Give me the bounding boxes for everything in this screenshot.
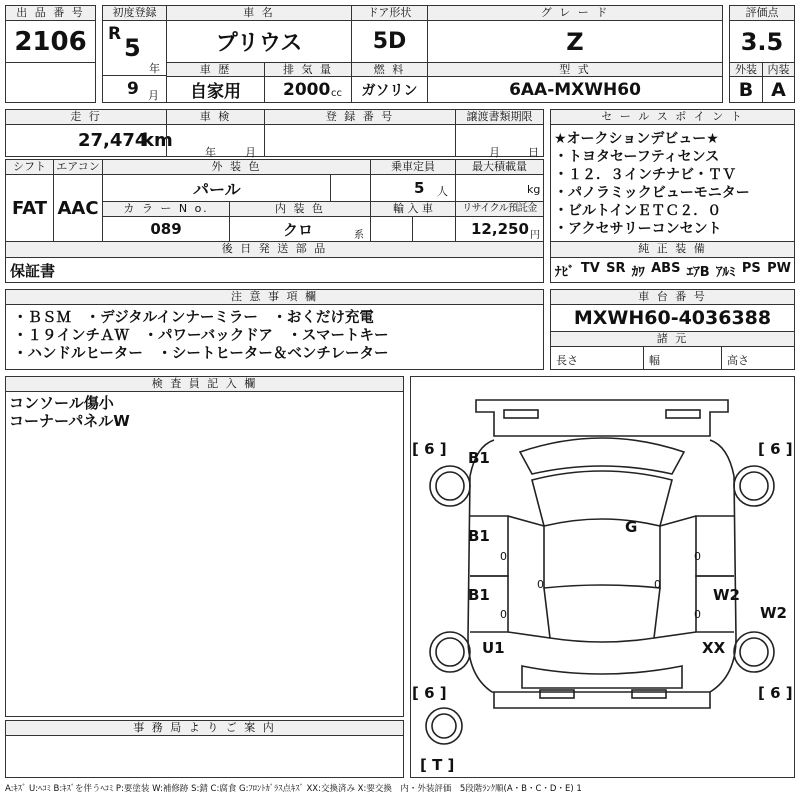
equipment-item: PS — [741, 261, 761, 276]
equipment-item: ABS — [651, 261, 681, 276]
spare-tire-label: [ T ] — [420, 756, 455, 774]
fuel-value: ガソリン — [351, 76, 428, 103]
transfer-header: 譲渡書類期限 — [455, 109, 544, 125]
int-color-unit: 系 — [354, 230, 364, 241]
model-value: 6AA-MXWH60 — [427, 76, 723, 103]
width-label: 幅 — [649, 354, 660, 367]
damage-mark: G — [625, 518, 638, 536]
equipment-item: TV — [580, 261, 600, 276]
later-parts-header: 後 日 発 送 部 品 — [5, 241, 544, 258]
aircon-value: AAC — [53, 174, 103, 242]
left-rear-door — [470, 576, 508, 632]
mileage-header: 走 行 — [5, 109, 167, 125]
trunk — [522, 666, 682, 688]
rear-window — [544, 588, 660, 642]
year-unit: 年 — [149, 62, 160, 75]
shift-header: シフト — [5, 159, 54, 175]
reg-no-header: 登 録 番 号 — [264, 109, 456, 125]
equipment-header: 純 正 装 備 — [550, 241, 795, 258]
capacity-header: 乗車定員 — [370, 159, 456, 175]
panel-zero: 0 — [500, 550, 507, 563]
ext-color-value: パール — [193, 180, 241, 199]
transfer-month: 月 — [489, 146, 500, 159]
shift-value: FAT — [5, 174, 54, 242]
displacement-header: 排 気 量 — [264, 62, 352, 77]
chassis-value: MXWH60-4036388 — [550, 304, 795, 332]
panel-zero: 0 — [537, 578, 544, 591]
panel-zero: 0 — [694, 608, 701, 621]
displacement-unit: cc — [331, 88, 342, 99]
inspector-panel — [5, 391, 404, 717]
panel-zero: 0 — [694, 550, 701, 563]
recycle-unit: 円 — [530, 230, 540, 241]
model-header: 型 式 — [427, 62, 723, 77]
left-front-door — [470, 516, 508, 576]
tire-rear-left-label: [ 6 ] — [412, 684, 447, 702]
mileage-value: 27,474 — [78, 130, 148, 151]
front-lamp-left — [504, 410, 538, 418]
chassis-header: 車 台 番 号 — [550, 289, 795, 305]
mileage-unit: km — [142, 130, 173, 151]
equipment-item: ｴｱB — [686, 265, 710, 280]
sales-point: ・トヨタセーフティセンス — [554, 149, 720, 165]
aircon-header: エアコン — [53, 159, 103, 175]
equipment-item: ｶﾜ — [631, 265, 645, 280]
lot-no-header: 出 品 番 号 — [5, 5, 96, 21]
color-no-header: カ ラ ー N o. — [102, 201, 230, 217]
damage-mark: W2 — [760, 604, 787, 622]
import-cell-b — [412, 216, 456, 242]
color-no-value: 089 — [102, 216, 230, 242]
score-value: 3.5 — [729, 20, 795, 63]
import-cell-a — [370, 216, 413, 242]
damage-mark: B1 — [468, 449, 490, 467]
inspector-line: コンソール傷小 — [9, 394, 114, 412]
int-color-value: クロ — [283, 221, 314, 239]
year-value: 5 — [124, 34, 141, 62]
exterior-header: 外装 — [729, 62, 763, 77]
roof — [544, 526, 660, 588]
import-header: 輸 入 車 — [370, 201, 456, 217]
sales-points-header: セ ー ル ス ポ イ ン ト — [550, 109, 795, 125]
capacity-value: 5 — [414, 179, 425, 197]
history-header: 車 歴 — [166, 62, 265, 77]
interior-value: A — [762, 76, 795, 103]
right-rear-door — [696, 576, 734, 632]
door-header: ドア形状 — [351, 5, 428, 21]
month-value: 9 — [127, 79, 139, 99]
sales-point: ・ビルトインＥＴＣ２．０ — [554, 203, 722, 219]
sales-point: ・１２．３インチナビ・ＴＶ — [554, 167, 736, 183]
month-unit: 月 — [148, 89, 159, 102]
panel-zero: 0 — [500, 608, 507, 621]
windshield — [532, 471, 672, 526]
right-front-door — [696, 516, 734, 576]
inspector-list — [9, 394, 130, 430]
front-lamp-right — [666, 410, 700, 418]
inspection-header: 車 検 — [166, 109, 265, 125]
int-color-header: 内 装 色 — [229, 201, 371, 217]
era-value: R — [108, 24, 122, 44]
damage-mark: B1 — [468, 527, 490, 545]
reg-no-cell — [264, 124, 456, 157]
note-line: ・ＢＳＭ ・デジタルインナーミラー ・おくだけ充電 — [13, 310, 374, 326]
equipment-item: SR — [606, 261, 626, 276]
dims-header: 諸 元 — [550, 331, 795, 347]
office-header: 事 務 局 よ り ご 案 内 — [5, 720, 404, 736]
score-header: 評価点 — [729, 5, 795, 21]
note-line: ・１９インチＡＷ ・パワーバックドア ・スマートキー — [13, 328, 389, 344]
grade-header: グ レ ー ド — [427, 5, 723, 21]
lot-no-blank — [5, 62, 96, 103]
sales-point: ★オークションデビュー★ — [554, 131, 719, 147]
inspection-year: 年 — [205, 146, 216, 159]
equipment-list — [555, 261, 791, 280]
ext-color-header: 外 装 色 — [102, 159, 371, 175]
fuel-header: 燃 料 — [351, 62, 428, 77]
office-panel — [5, 735, 404, 778]
transfer-day: 日 — [528, 146, 539, 159]
door-value: 5D — [351, 20, 428, 63]
max-load-unit: kg — [527, 183, 541, 196]
pillar-lines — [508, 516, 696, 638]
lot-no-value: 2106 — [5, 20, 96, 63]
car-diagram — [410, 376, 795, 778]
recycle-header: リサイクル預託金 — [455, 201, 544, 217]
damage-mark: B1 — [468, 586, 490, 604]
damage-mark: XX — [702, 639, 726, 657]
equipment-item: PW — [767, 261, 791, 276]
interior-header: 内装 — [762, 62, 795, 77]
hood — [520, 438, 684, 474]
max-load-header: 最大積載量 — [455, 159, 544, 175]
panel-zero: 0 — [654, 578, 661, 591]
grade-value: Z — [427, 20, 723, 63]
displacement-value: 2000 — [283, 80, 331, 100]
inspection-month: 月 — [245, 146, 256, 159]
exterior-value: B — [729, 76, 763, 103]
first-reg-header: 初度登録 — [102, 5, 167, 21]
inspector-header: 検 査 員 記 入 欄 — [5, 376, 404, 392]
car-name-value: プリウス — [166, 20, 352, 63]
capacity-unit: 人 — [437, 185, 448, 198]
height-label: 高さ — [727, 354, 749, 367]
sales-points-list — [554, 130, 750, 238]
tire-front-right-label: [ 6 ] — [758, 440, 793, 458]
length-label: 長さ — [556, 354, 578, 367]
notes-list — [13, 309, 389, 363]
sales-point: ・アクセサリーコンセント — [554, 221, 722, 237]
ext-color-sub — [330, 174, 371, 202]
tire-front-left-label: [ 6 ] — [412, 440, 447, 458]
recycle-value: 12,250 — [471, 220, 529, 238]
note-line: ・ハンドルヒーター ・シートヒーター＆ベンチレーター — [13, 346, 389, 362]
tire-rear-right-label: [ 6 ] — [758, 684, 793, 702]
car-name-header: 車 名 — [166, 5, 352, 21]
rear-bumper — [494, 692, 710, 708]
inspector-line: コーナーパネルW — [9, 412, 130, 430]
equipment-item: ｱﾙﾐ — [716, 265, 736, 280]
later-parts-value: 保証書 — [10, 262, 56, 280]
later-parts-cell — [5, 257, 544, 283]
legend-footer: A:ｷｽﾞ U:ﾍｺﾐ B:ｷｽﾞを伴うﾍｺﾐ P:要塗装 W:補修跡 S:錆 C:腐食 G:ﾌﾛﾝﾄｶﾞﾗｽ点ｷｽﾞ XX:交換済み X:要交換 内・外装評価 5段階ﾗﾝｸ順(A・B・C・D・E) 1 — [5, 784, 582, 794]
damage-mark: U1 — [482, 639, 505, 657]
equipment-item: ﾅﾋﾞ — [555, 265, 575, 280]
history-value: 自家用 — [166, 76, 265, 103]
sales-point: ・パノラミックビューモニター — [554, 185, 750, 201]
notes-header: 注 意 事 項 欄 — [5, 289, 544, 305]
damage-mark: W2 — [713, 586, 740, 604]
